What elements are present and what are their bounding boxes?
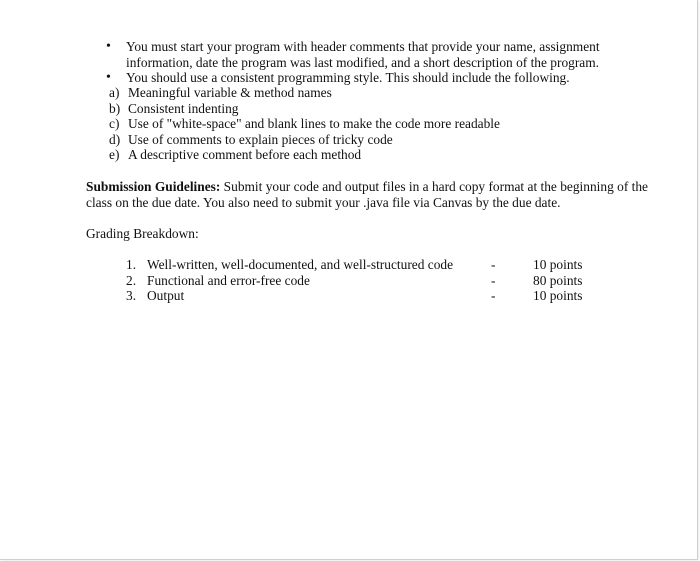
list-item-text: Meaningful variable & method names: [128, 85, 332, 100]
grading-points: 10 points: [533, 288, 583, 303]
list-item-text: Use of "white-space" and blank lines to make the code more readable: [128, 116, 500, 131]
list-item-text: A descriptive comment before each method: [128, 147, 362, 162]
grading-label: Well-written, well-documented, and well-structured code: [147, 257, 454, 272]
bullet-item: [104, 39, 664, 70]
grading-row: [126, 273, 606, 289]
list-marker: e): [109, 147, 120, 162]
bullet-text: You should use a consistent programming style. This should include the following.: [126, 70, 570, 85]
submission-guidelines-paragraph: [86, 179, 656, 210]
grading-points: 10 points: [533, 257, 583, 272]
grading-row: [126, 288, 606, 304]
list-item: [109, 132, 629, 148]
bullet-dot-icon: •: [106, 70, 111, 85]
submission-heading: Submission Guidelines:: [86, 179, 221, 194]
grading-points: 80 points: [533, 272, 583, 288]
grading-label: Functional and error-free code: [147, 272, 310, 288]
bullet-item: [104, 70, 664, 86]
list-marker: d): [109, 131, 121, 147]
grading-dash: -: [491, 288, 496, 303]
submission-text: Submit your code and output files in a hard copy format at the beginning of the class on the due date. You also need to submit your .java file via Canvas by the due date.: [86, 179, 648, 210]
list-marker: b): [109, 100, 121, 116]
list-marker: a): [109, 85, 120, 100]
list-item-text: Consistent indenting: [128, 100, 239, 116]
requirements-bullet-list: [104, 39, 664, 86]
grading-breakdown-title: Grading Breakdown:: [86, 226, 199, 241]
list-item: [109, 147, 629, 163]
grading-number: 1.: [126, 257, 137, 272]
list-item: [109, 116, 629, 132]
grading-row: [126, 257, 606, 273]
grading-dash: -: [491, 272, 496, 288]
grading-breakdown-list: [126, 257, 606, 304]
list-item: [109, 85, 629, 101]
style-sub-list: [109, 85, 629, 163]
grading-number: 3.: [126, 288, 137, 303]
list-marker: c): [109, 116, 120, 131]
list-item-text: Use of comments to explain pieces of tricky code: [128, 131, 393, 147]
grading-dash: -: [491, 257, 496, 272]
list-item: [109, 101, 629, 117]
grading-number: 2.: [126, 272, 137, 288]
bullet-dot-icon: •: [106, 39, 111, 54]
bullet-text: You must start your program with header comments that provide your name, assignment information, date the program was last modified, and a short description of the program.: [126, 39, 600, 70]
grading-label: Output: [147, 288, 185, 303]
